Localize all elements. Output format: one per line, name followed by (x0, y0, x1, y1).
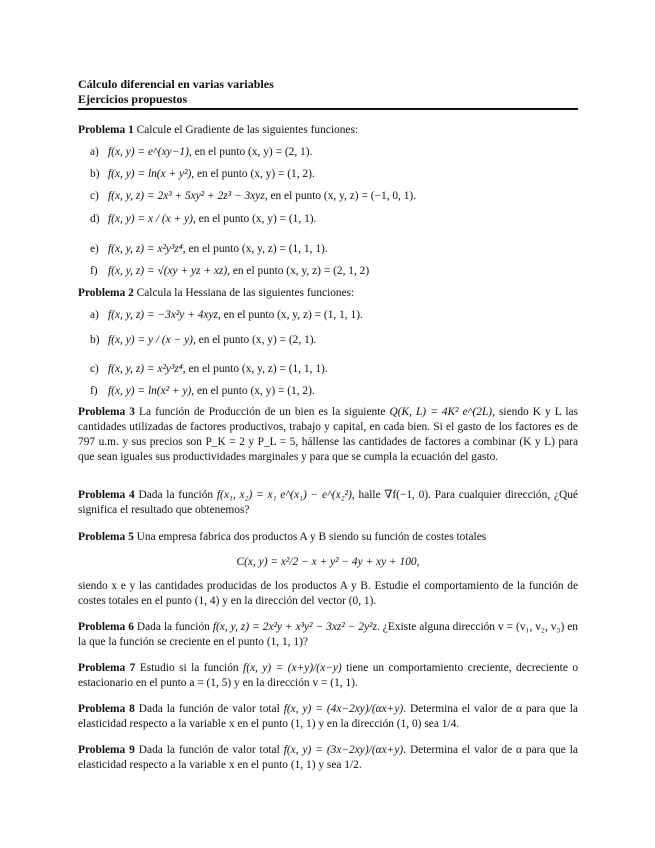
problem-2 (78, 286, 578, 301)
problem-7: Problema 7 Estudio si la función f(x, y) = (x+y)/(x−y) tiene un comportamiento creciente, decreciente o estacionario en el punto a = (1, 5) y en la dirección v = (1, 1). (78, 662, 579, 689)
item-text: , en el punto (x, y, z) = (1, 1, 1). (182, 363, 328, 375)
p2-item-b: b) f(x, y) = y / (x − y), en el punto (x, y) = (2, 1). (90, 334, 317, 346)
item-math: f(x, y, z) = x²y³z⁴ (108, 243, 183, 255)
p1-item-f: f) f(x, y, z) = √(xy + yz + xz), en el punto (x, y, z) = (2, 1, 2) (90, 265, 370, 277)
p1-item-c: c) f(x, y, z) = 2x³ + 5xy² + 2z³ − 3xyz, en el punto (x, y, z) = (−1, 0, 1). (90, 190, 417, 202)
p2-item-f: f) f(x, y) = ln(x² + y), en el punto (x, y) = (1, 2). (90, 385, 315, 397)
problem-label: Problema 6 (78, 621, 134, 633)
problem-label: Problema 1 (78, 124, 134, 136)
p1-item-d: d) f(x, y) = x / (x + y), en el punto (x, y) = (1, 1). (90, 213, 317, 225)
problem-label: Problema 4 (78, 489, 135, 501)
item-math: f(x, y) = y / (x − y) (108, 334, 193, 346)
problem-9: Problema 9 Dada la función de valor total f(x, y) = (3x−2xy)/(αx+y). Determina el valor de α para que la elasticidad respecto a la variable x en el punto (1, 1) y sea 1/2. (78, 744, 578, 771)
problem-math: Q(K, L) = 4K² e^(2L) (389, 406, 493, 418)
item-text: , en el punto (x, y) = (1, 1). (192, 213, 317, 225)
item-math: f(x, y) = ln(x + y²) (108, 168, 192, 180)
item-math: f(x, y, z) = 2x³ + 5xy² + 2z³ − 3xyz (108, 190, 265, 202)
problem-math: f(x, y) = (x+y)/(x−y) (243, 662, 342, 674)
problem-4: Problema 4 Dada la función f(x₁, x₂) = x₁ e^(x₁) − e^(x₂²), halle ∇f(−1, 0). Para cualquier dirección, ¿Qué significa el resultado que obtenemos? (78, 489, 578, 516)
problem-label: Problema 9 (78, 744, 135, 756)
item-text: , en el punto (x, y) = (1, 2). (191, 385, 315, 397)
problem-8: Problema 8 Dada la función de valor total f(x, y) = (4x−2xy)/(αx+y). Determina el valor de α para que la elasticidad respecto a la variable x en el punto (1, 1) y en la dirección (1, 0) sea 1/4. (78, 703, 578, 730)
problem-intro: Calcula la Hessiana de las siguientes funciones: (136, 287, 355, 299)
problem-5: Problema 5 Una empresa fabrica dos productos A y B siendo su función de costes totales (78, 531, 487, 543)
problem-math: f(x, y) = (4x−2xy)/(αx+y) (283, 703, 404, 715)
p2-item-a: a) f(x, y, z) = −3x²y + 4xyz, en el punto (x, y, z) = (1, 1, 1). (90, 309, 363, 321)
header-rule (78, 108, 578, 110)
problem-1 (78, 123, 578, 138)
problem-6: Problema 6 Dada la función f(x, y, z) = 2x²y + x³y² − 3xz² − 2y²z. ¿Existe alguna dirección v = (v₁, v₂, v₃) en la que la función se creciente en el punto (1, 1, 1)? (78, 621, 578, 648)
p1-item-b: b) f(x, y) = ln(x + y²), en el punto (x, y) = (1, 2). (90, 168, 315, 180)
problem-math: f(x, y, z) = 2x²y + x³y² − 3xz² − 2y²z (212, 621, 377, 633)
item-text: , en el punto (x, y) = (2, 1). (192, 334, 317, 346)
item-text: , en el punto (x, y) = (2, 1). (188, 146, 313, 158)
problem-label: Problema 5 (78, 531, 134, 543)
item-math: f(x, y) = x / (x + y) (108, 213, 193, 225)
p2-item-c: c) f(x, y, z) = x²y³z⁴, en el punto (x, y, z) = (1, 1, 1). (90, 363, 328, 375)
problem-math: f(x₁, x₂) = x₁ e^(x₁) − e^(x₂²) (216, 489, 352, 501)
item-math: f(x, y) = ln(x² + y) (108, 385, 192, 397)
problem-math: f(x, y) = (3x−2xy)/(αx+y) (283, 744, 404, 756)
item-math: f(x, y, z) = x²y³z⁴ (108, 363, 183, 375)
item-text: , en el punto (x, y, z) = (−1, 0, 1). (264, 190, 417, 202)
problem-5-equation: C(x, y) = x²/2 − x + y² − 4y + xy + 100, (236, 556, 420, 568)
item-math: f(x, y, z) = −3x²y + 4xyz (108, 309, 218, 321)
item-text: , en el punto (x, y) = (1, 2). (191, 168, 315, 180)
p1-item-e: e) f(x, y, z) = x²y³z⁴, en el punto (x, y, z) = (1, 1, 1). (90, 243, 328, 255)
p1-item-a: a) f(x, y) = e^(xy−1), en el punto (x, y) = (2, 1). (90, 146, 313, 158)
item-text: , en el punto (x, y, z) = (1, 1, 1). (182, 243, 328, 255)
problem-label: Problema 8 (78, 703, 135, 715)
item-text: , en el punto (x, y, z) = (1, 1, 1). (217, 309, 363, 321)
item-math: f(x, y) = e^(xy−1) (108, 146, 189, 158)
item-math: f(x, y, z) = √(xy + yz + xz) (108, 265, 228, 277)
problem-5-body: siendo x e y las cantidades producidas de los productos A y B. Estudie el comportamiento de la función de costes totales en el punto (1, 4) y en la dirección del vector (0, 1). (78, 580, 578, 607)
item-text: , en el punto (x, y, z) = (2, 1, 2) (227, 265, 370, 277)
problem-label: Problema 3 (78, 406, 135, 418)
document-title: Cálculo diferencial en varias variables (78, 77, 274, 91)
problem-3: Problema 3 La función de Producción de un bien es la siguiente Q(K, L) = 4K² e^(2L), siendo K y L las cantidades utilizadas de factores productivos, trabajo y capital, en cada bien. Si el gasto de los factores es de 797 u.m. y sus precios son P_K = 2 y P_L = 5, hállense las cantidades de factores a combinar (K y L) para que sean iguales sus productividades marginales y para que se cumpla la ecuación del gasto. (78, 406, 578, 463)
document-subtitle: Ejercicios propuestos (78, 92, 188, 106)
problem-intro: Calcule el Gradiente de las siguientes funciones: (136, 124, 359, 136)
problem-label: Problema 7 (78, 662, 136, 674)
problem-label: Problema 2 (78, 287, 134, 299)
